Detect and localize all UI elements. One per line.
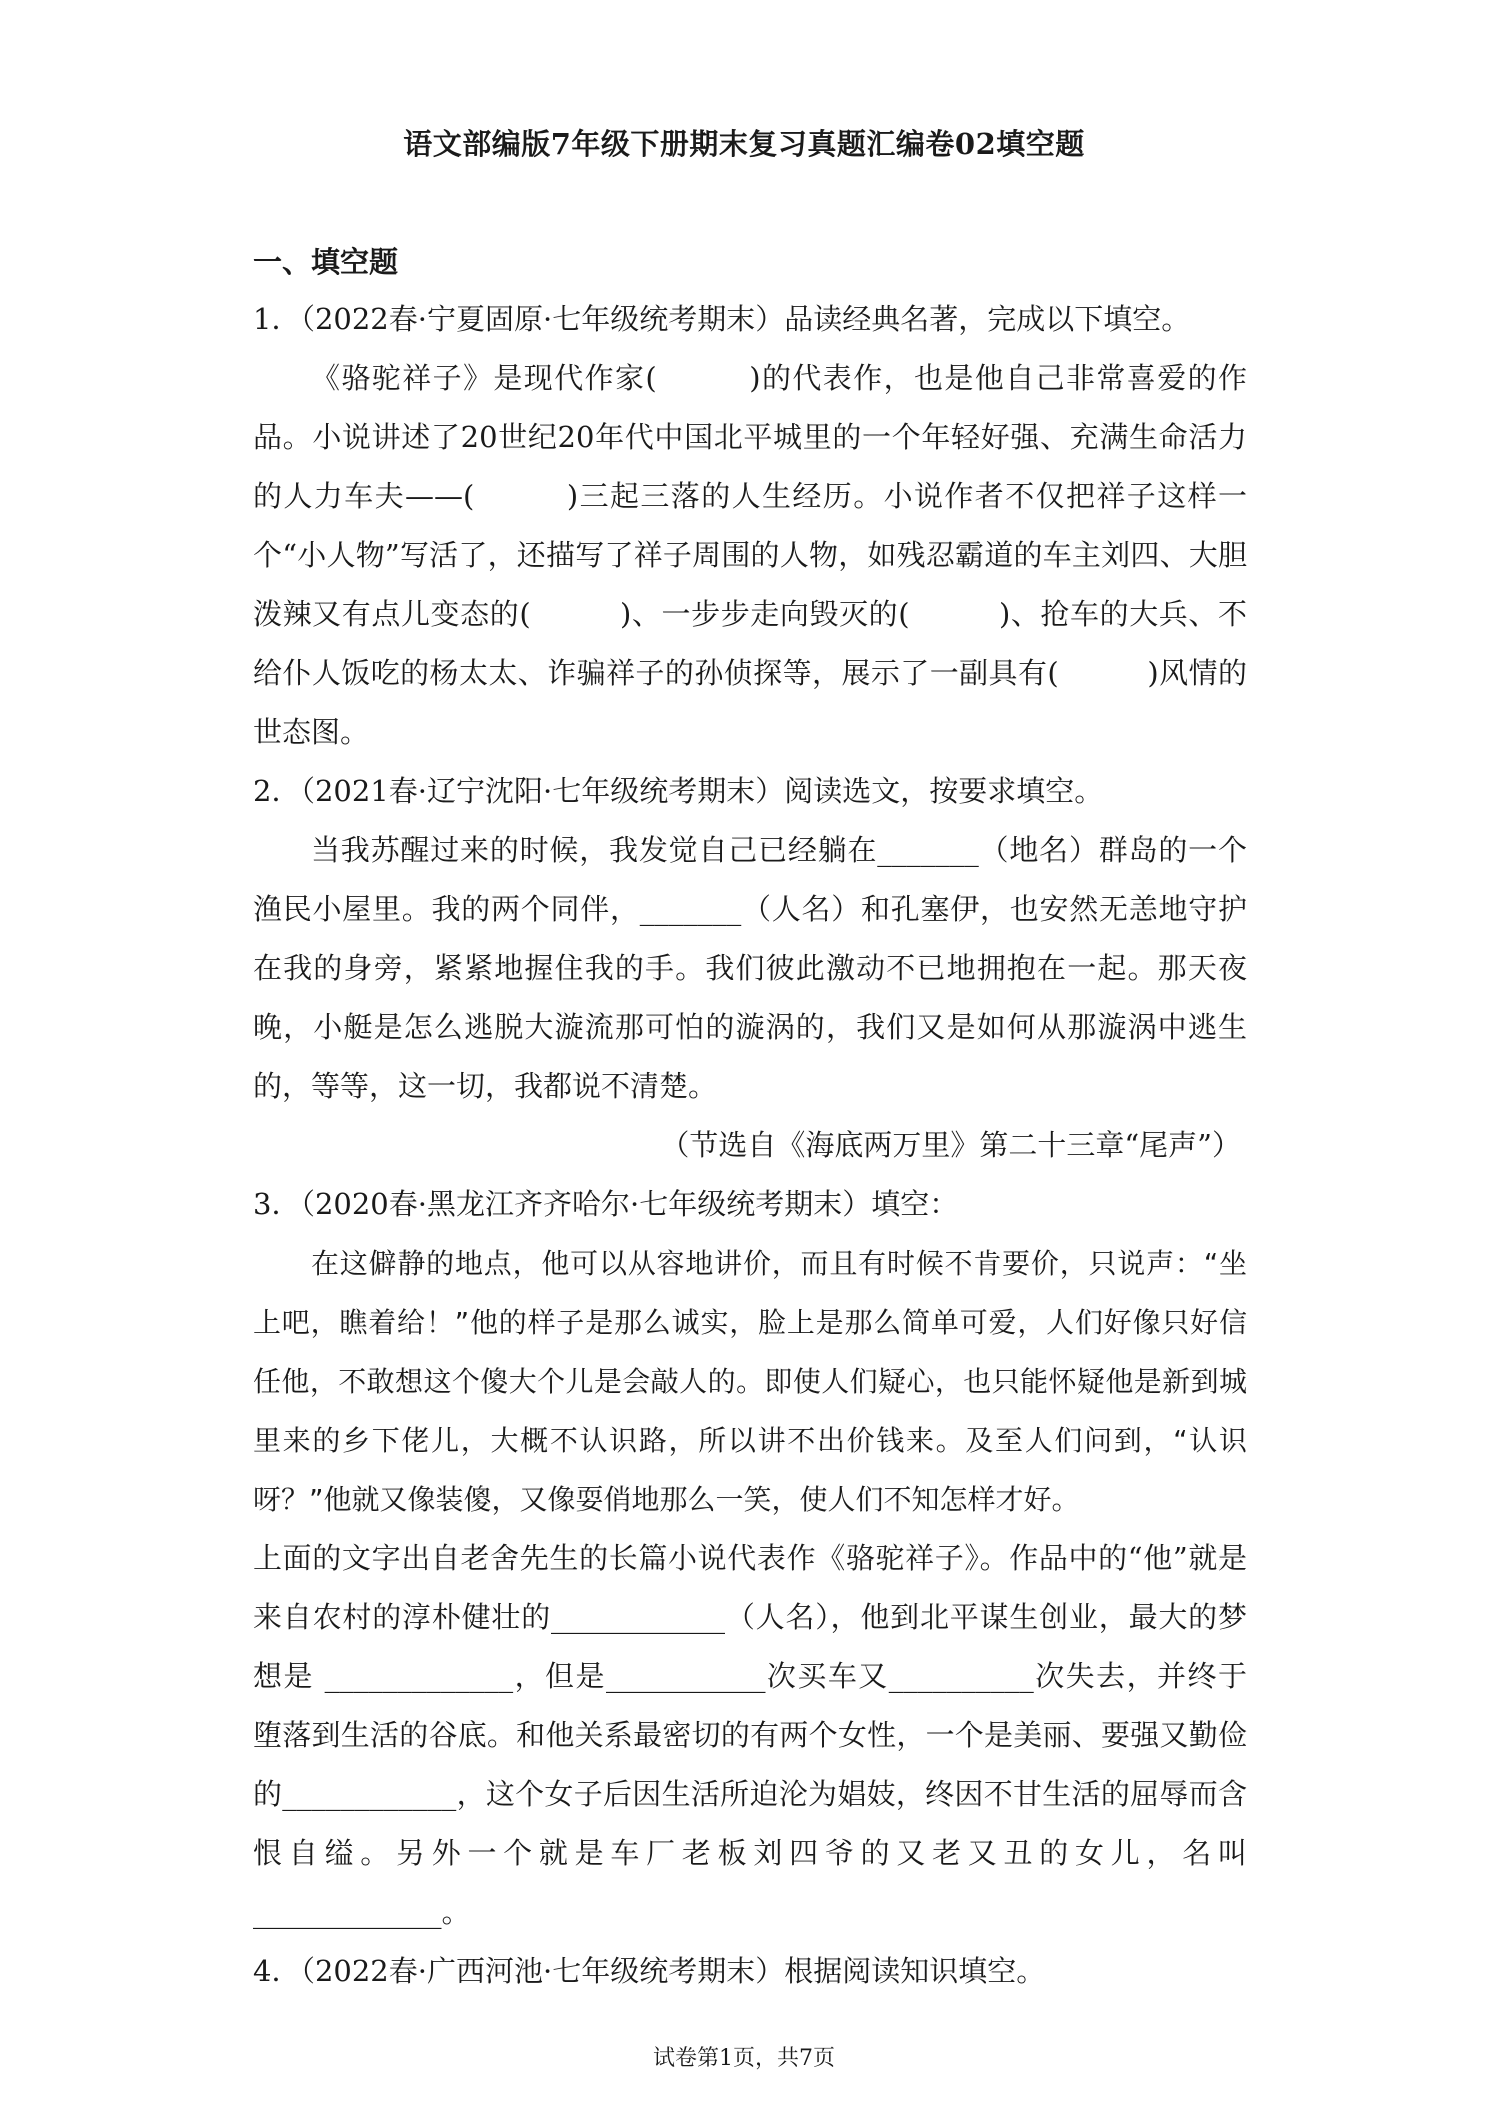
question-2-passage: 当我苏醒过来的时候，我发觉自己已经躺在_______（地名）群岛的一个渔民小屋里。我的两个同伴，_______（人名）和孔塞伊，也安然无恙地守护在我的身旁，紧紧地握住我的手。我们彼此激动不已地拥抱在一起。那天夜晚，小艇是怎么逃脱大漩流那可怕的漩涡的，我们又是如何从那漩涡中逃生的，等等，这一切，我都说不清楚。	[253, 833, 1247, 1103]
page-footer: 试卷第1页，共7页	[653, 2046, 835, 2071]
question-2-stem: 2．（2021春·辽宁沈阳·七年级统考期末）阅读选文，按要求填空。	[253, 774, 1104, 808]
question-1-stem: 1．（2022春·宁夏固原·七年级统考期末）品读经典名著，完成以下填空。	[253, 302, 1191, 336]
question-list	[253, 290, 1247, 2001]
question-4-stem: 4．（2022春·广西河池·七年级统考期末）根据阅读知识填空。	[253, 1954, 1046, 1988]
question-2-source: （节选自《海底两万里》第二十三章“尾声”）	[660, 1128, 1241, 1162]
question-1-passage: 《骆驼祥子》是现代作家( )的代表作，也是他自己非常喜爱的作品。小说讲述了20世纪20年代中国北平城里的一个年轻好强、充满生命活力的人力车夫——( )三起三落的人生经历。小说作者不仅把祥子这样一个“小人物”写活了，还描写了祥子周围的人物，如残忍霸道的车主刘四、大胆泼辣又有点儿变态的( )、一步步走向毁灭的( )、抢车的大兵、不给仆人饭吃的杨太太、诈骗祥子的孙侦探等，展示了一副具有( )风情的世态图。	[253, 361, 1247, 749]
page-title: 语文部编版7年级下册期末复习真题汇编卷02填空题	[403, 127, 1085, 161]
question-3-stem: 3．（2020春·黑龙江齐齐哈尔·七年级统考期末）填空：	[253, 1187, 959, 1221]
question-3-quote: 在这僻静的地点，他可以从容地讲价，而且有时候不肯要价，只说声：“坐上吧，瞧着给！”他的样子是那么诚实，脸上是那么简单可爱，人们好像只好信任他，不敢想这个傻大个儿是会敲人的。即使人们疑心，也只能怀疑他是新到城里来的乡下佬儿，大概不认识路，所以讲不出价钱来。及至人们问到，“认识呀？”他就又像装傻，又像耍俏地那么一笑，使人们不知怎样才好。	[253, 1247, 1247, 1516]
section-heading: 一、填空题	[253, 245, 399, 279]
question-3-passage: 上面的文字出自老舍先生的长篇小说代表作《骆驼祥子》。作品中的“他”就是来自农村的淳朴健壮的____________（人名），他到北平谋生创业，最大的梦想是 _____________，但是___________次买车又__________次失去，并终于堕落到生活的谷底。和他关系最密切的有两个女性，一个是美丽、要强又勤俭的____________，这个女子后因生活所迫沦为娼妓，终因不甘生活的屈辱而含恨自缢。另外一个就是车厂老板刘四爷的又老又丑的女儿，名叫_____________。	[253, 1541, 1247, 1929]
